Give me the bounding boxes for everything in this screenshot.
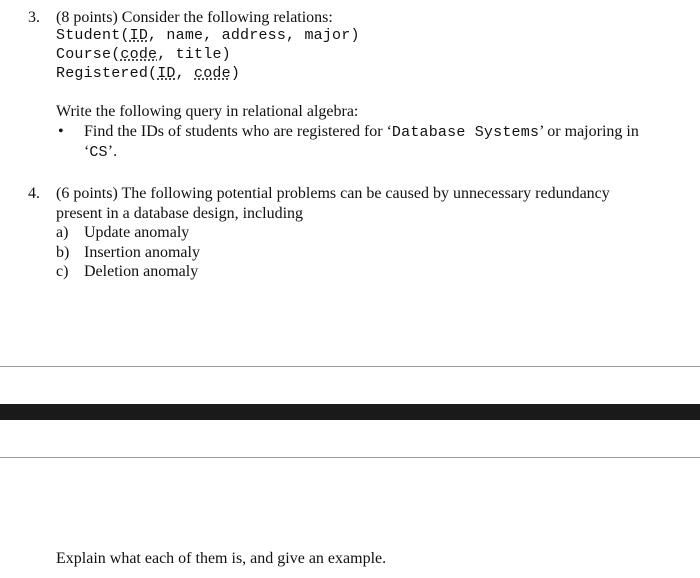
primary-key: ID: [157, 65, 176, 82]
course-title-code: Database Systems: [391, 124, 540, 141]
q3-instruction: Write the following query in relational algebra:: [56, 103, 359, 120]
item-text: Update anomaly: [84, 224, 190, 241]
q3-intro: (8 points) Consider the following relations:: [56, 9, 333, 26]
footer-prompt: Explain what each of them is, and give an example.: [56, 550, 387, 567]
q4-line2: present in a database design, including: [56, 205, 304, 222]
item-text: Insertion anomaly: [84, 244, 200, 261]
item-text: Deletion anomaly: [84, 263, 199, 280]
q4-number: 4.: [28, 185, 40, 202]
list-item: [56, 244, 200, 262]
q3-number: 3.: [28, 9, 40, 26]
relation-name: Registered: [56, 65, 149, 82]
thin-divider-bottom: [0, 457, 700, 458]
list-item: [56, 224, 189, 242]
relation-name: Course: [56, 46, 112, 63]
major-code: CS: [89, 144, 108, 161]
thin-divider-top: [0, 366, 700, 367]
primary-key: code: [194, 65, 231, 82]
primary-key: ID: [129, 27, 149, 44]
bullet-text-line2: ‘CS’.: [84, 143, 118, 161]
q4-line1: (6 points) The following potential problems can be caused by unnecessary redundancy: [56, 185, 610, 202]
list-item: [56, 263, 198, 281]
thick-divider-bar: [0, 404, 700, 420]
relation-registered: Registered(ID, code): [56, 65, 241, 82]
item-label: c): [56, 263, 69, 280]
item-label: a): [56, 224, 69, 241]
relation-course: Course(code, title): [56, 46, 231, 63]
item-label: b): [56, 244, 70, 261]
relation-name: Student: [56, 27, 121, 44]
relation-student: Student(ID, name, address, major): [56, 27, 360, 44]
bullet-text-line1: Find the IDs of students who are registered for ‘Database Systems’ or majoring in: [84, 123, 639, 141]
bullet-mark: •: [58, 123, 64, 140]
primary-key: code: [120, 46, 158, 63]
